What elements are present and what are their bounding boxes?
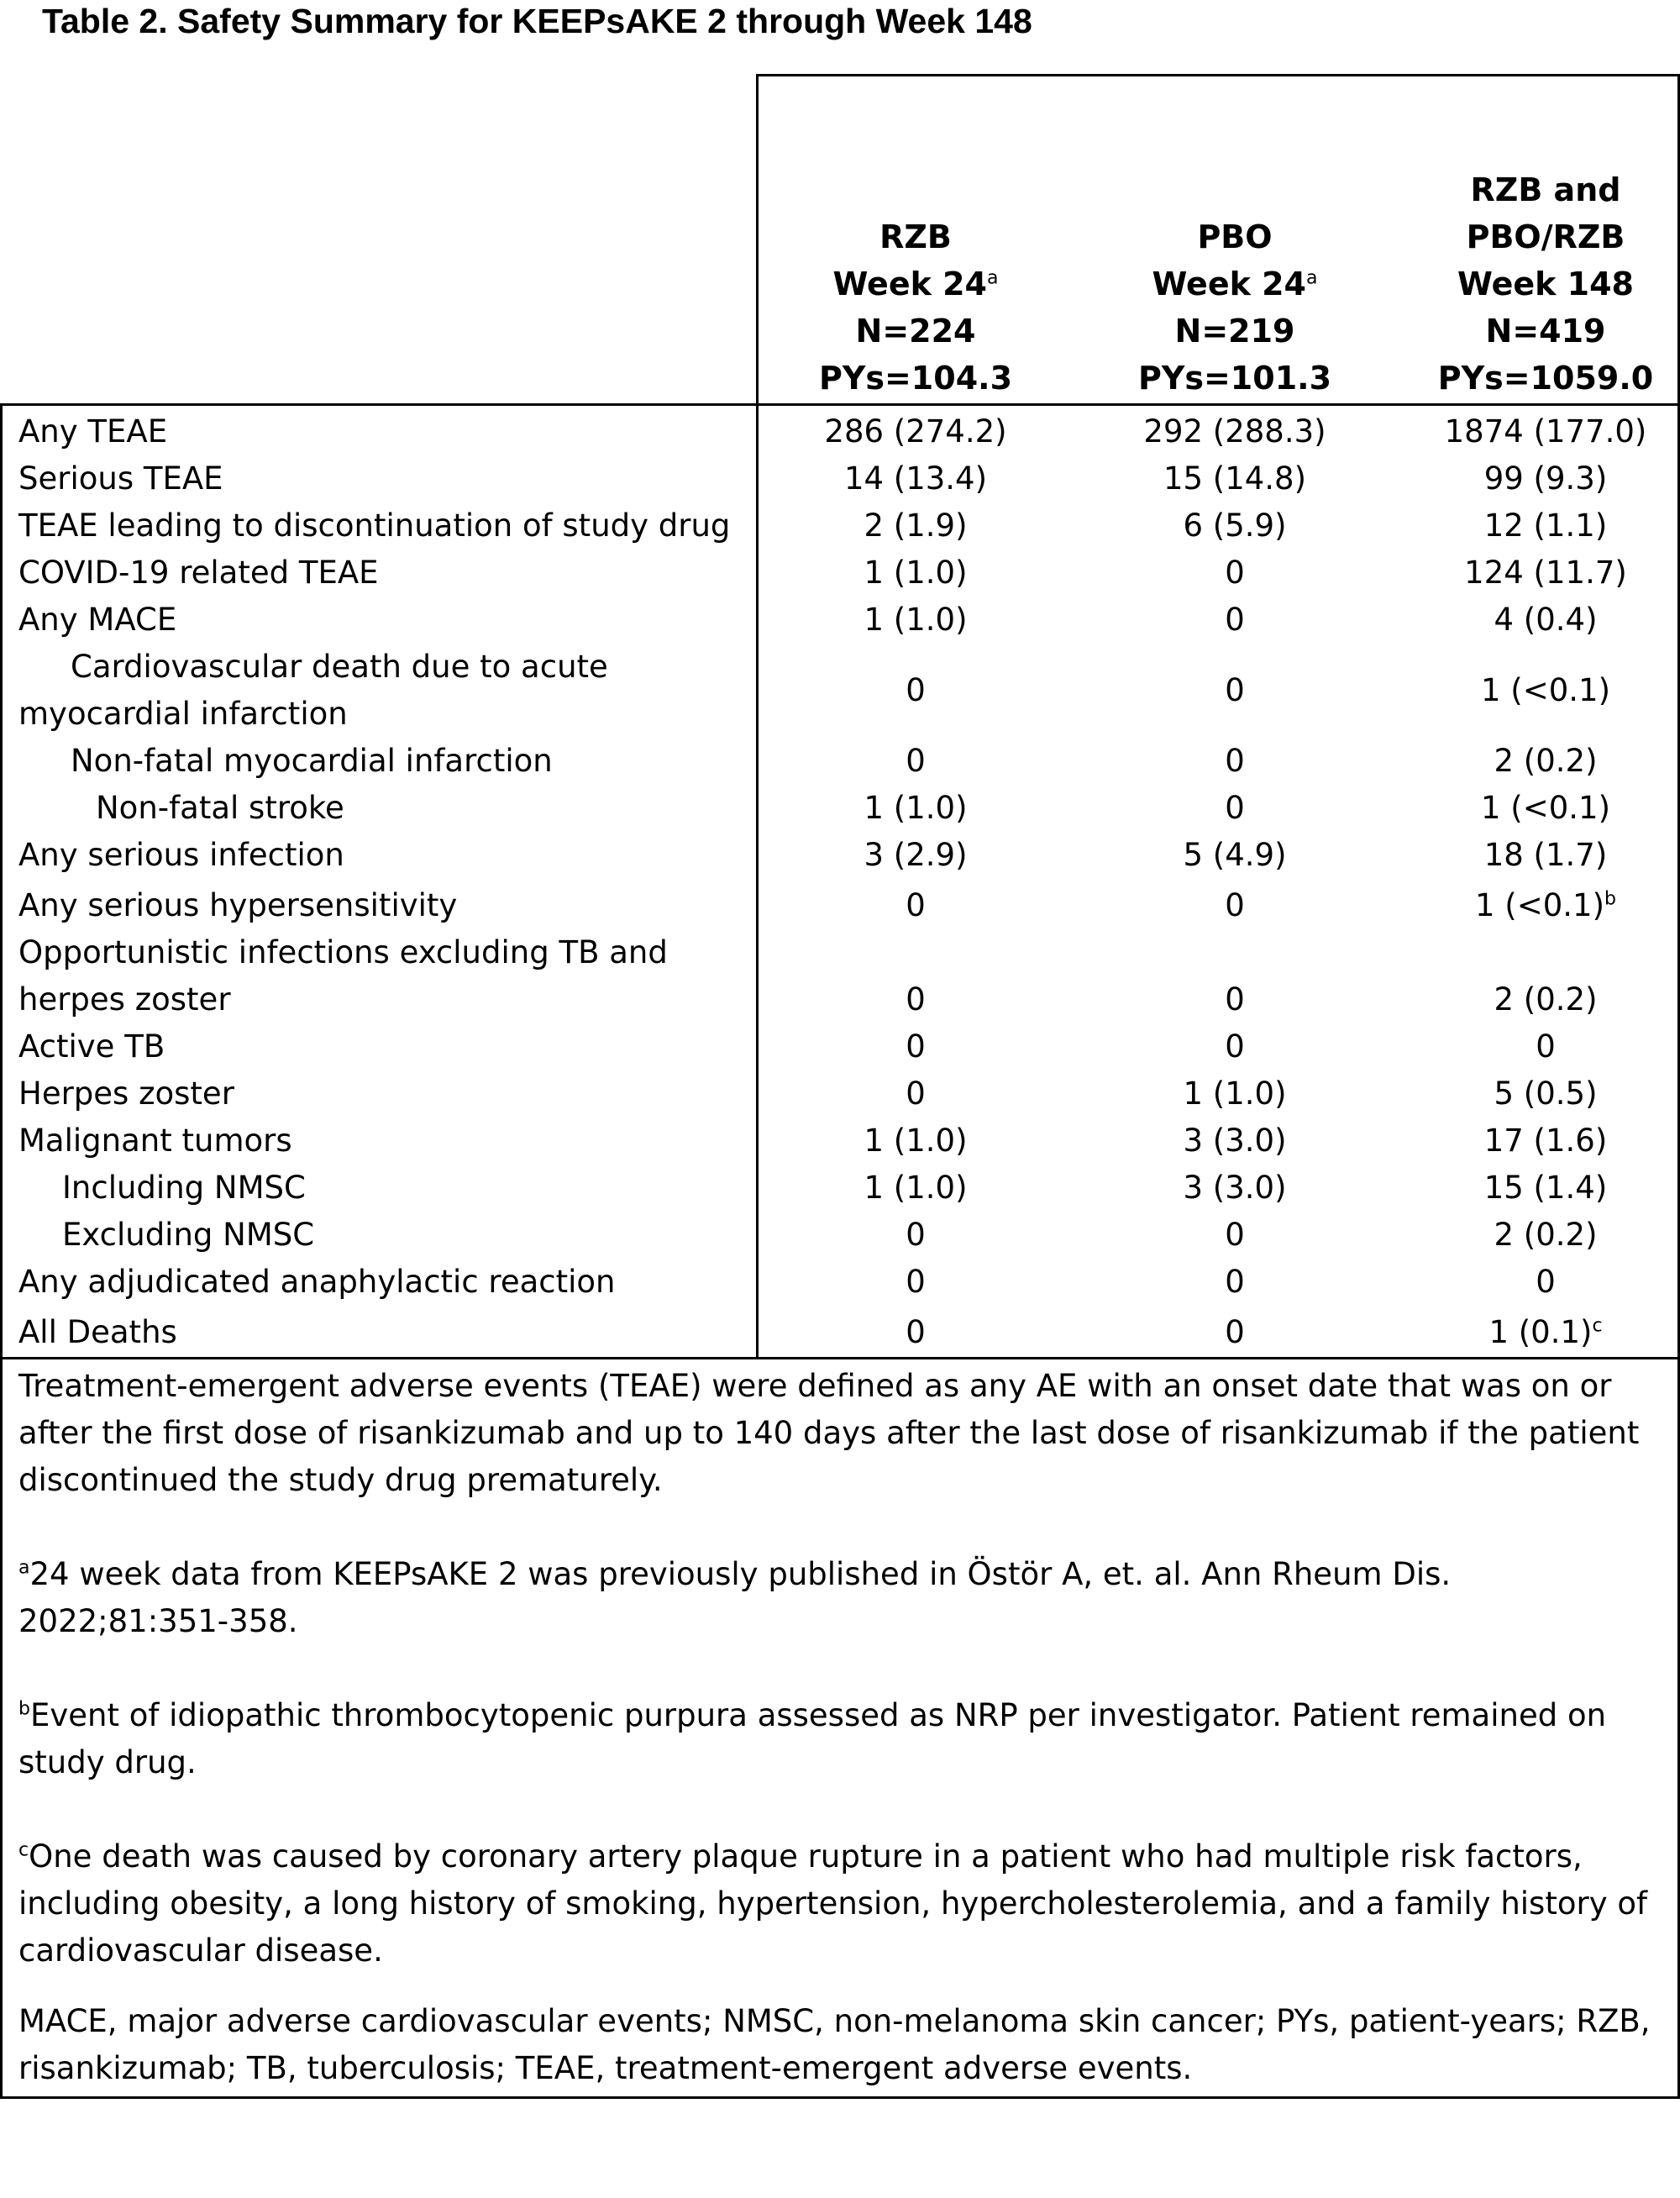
cell-rzb-148: 2 (0.2) — [1494, 981, 1598, 1017]
table-title: Table 2. Safety Summary for KEEPsAKE 2 through Week 148 — [42, 2, 1032, 40]
footnote-c: $^c$One death was caused by coronary artery plaque rupture in a patient who had multiple risk factors, including obesity, a long history of smoking, hypertension, hypercholesterolemia, and a family history of cardiovascular disease. — [18, 1838, 1648, 1969]
cell-rzb-148: 1874 (177.0) — [1444, 413, 1647, 450]
cell-rzb: 1 (1.0) — [864, 1123, 968, 1159]
table-row — [0, 1023, 1680, 1070]
cell-rzb: 0 — [906, 887, 926, 923]
table-row — [0, 1259, 1680, 1306]
row-label-continued: myocardial infarction — [18, 696, 348, 732]
footnote-a: $^a$24 week data from KEEPsAKE 2 was previously published in Östör A, et. al. Ann Rheum Dis. 2022;81:351-358. — [18, 1556, 1452, 1639]
cell-rzb: 0 — [906, 1264, 926, 1300]
cell-pbo: 0 — [1225, 743, 1245, 779]
row-label: Any TEAE — [18, 413, 168, 450]
col-header-line: PYs=104.3 — [818, 360, 1013, 397]
table-row — [0, 929, 1680, 1023]
cell-pbo: 0 — [1225, 1264, 1245, 1300]
table-top-border — [756, 74, 1680, 76]
row-label: All Deaths — [18, 1314, 177, 1350]
footnote-abbreviations: MACE, major adverse cardiovascular events; NMSC, non-melanoma skin cancer; PYs, patient-years; RZB, risankizumab; TB, tuberculosis; TEAE, treatment-emergent adverse events. — [18, 2003, 1651, 2086]
row-label: COVID-19 related TEAE — [18, 555, 379, 591]
cell-pbo: 292 (288.3) — [1143, 413, 1326, 450]
cell-rzb-148: 18 (1.7) — [1483, 837, 1608, 873]
cell-rzb-148: 12 (1.1) — [1483, 507, 1608, 544]
cell-pbo: 0 — [1225, 672, 1245, 708]
row-label: Malignant tumors — [18, 1123, 292, 1159]
cell-rzb-148: 1 (<0.1)$^b$ — [1475, 887, 1616, 923]
col-header-line: N=224 — [855, 313, 976, 350]
cell-rzb-148: 15 (1.4) — [1483, 1170, 1608, 1206]
cell-rzb-148: 4 (0.4) — [1494, 602, 1598, 638]
body-bottom-border — [0, 1357, 1680, 1359]
table-row — [0, 1165, 1680, 1212]
row-label: Any adjudicated anaphylactic reaction — [18, 1264, 616, 1300]
row-label: Herpes zoster — [18, 1075, 234, 1112]
footnote-b: $^b$Event of idiopathic thrombocytopenic purpura assessed as NRP per investigator. Patient remained on study drug. — [18, 1697, 1607, 1780]
table-row — [0, 738, 1680, 785]
row-label: Non-fatal stroke — [96, 790, 344, 826]
table-row — [0, 408, 1680, 455]
row-label: Opportunistic infections excluding TB and — [18, 934, 668, 970]
table-row — [0, 1309, 1680, 1356]
cell-rzb: 1 (1.0) — [864, 555, 968, 591]
cell-pbo: 0 — [1225, 602, 1245, 638]
cell-rzb: 0 — [906, 672, 926, 708]
row-label: Any serious hypersensitivity — [18, 887, 458, 923]
table-row — [0, 1070, 1680, 1117]
cell-rzb-148: 17 (1.6) — [1483, 1123, 1608, 1159]
cell-rzb: 0 — [906, 1217, 926, 1253]
cell-rzb: 2 (1.9) — [864, 507, 968, 544]
col-header-line: Week 148 — [1457, 266, 1634, 302]
cell-rzb-148: 1 (<0.1) — [1480, 790, 1611, 826]
column-header-rzb — [781, 213, 1050, 402]
col-header-line: Week 24$^a$ — [1152, 266, 1318, 302]
cell-rzb-148: 1 $(0.1)^c$ — [1488, 1314, 1603, 1350]
col-header-line: PBO — [1197, 218, 1273, 255]
col-header-line: PBO/RZB — [1466, 218, 1625, 255]
row-label: Non-fatal myocardial infarction — [71, 743, 553, 779]
cell-rzb: 0 — [906, 743, 926, 779]
cell-rzb-148: 2 (0.2) — [1494, 1217, 1598, 1253]
cell-rzb: 1 (1.0) — [864, 602, 968, 638]
cell-pbo: 0 — [1225, 1217, 1245, 1253]
row-label: Serious TEAE — [18, 460, 223, 497]
cell-pbo: 0 — [1225, 1028, 1245, 1065]
cell-rzb: 1 (1.0) — [864, 790, 968, 826]
footnote-teae-definition: Treatment-emergent adverse events (TEAE) were defined as any AE with an onset date that was on or after the first dose of risankizumab and up to 140 days after the last dose of risankizumab if the patient discontinued the study drug prematurely. — [18, 1368, 1640, 1498]
row-label: Including NMSC — [62, 1170, 306, 1206]
cell-rzb-148: 5 (0.5) — [1494, 1075, 1598, 1112]
row-label: Any MACE — [18, 602, 177, 638]
cell-rzb-148: 1 (<0.1) — [1480, 672, 1611, 708]
table-row — [0, 832, 1680, 879]
cell-pbo: 5 (4.9) — [1183, 837, 1287, 873]
cell-pbo: 0 — [1225, 790, 1245, 826]
cell-rzb-148: 99 (9.3) — [1483, 460, 1608, 497]
col-header-line: N=419 — [1485, 313, 1606, 350]
row-label-continued: herpes zoster — [18, 981, 231, 1017]
row-label: Cardiovascular death due to acute — [71, 649, 608, 685]
col-header-line: N=219 — [1174, 313, 1295, 350]
column-header-rzb-pbo-rzb — [1411, 166, 1680, 402]
cell-rzb: 286 (274.2) — [824, 413, 1007, 450]
row-label: TEAE leading to discontinuation of study drug — [18, 507, 731, 544]
cell-rzb: 0 — [906, 1028, 926, 1065]
cell-rzb: 0 — [906, 1075, 926, 1112]
col-header-line: RZB — [879, 218, 952, 255]
row-label: Active TB — [18, 1028, 165, 1065]
cell-pbo: 0 — [1225, 887, 1245, 923]
cell-pbo: 0 — [1225, 981, 1245, 1017]
cell-rzb: 0 — [906, 1314, 926, 1350]
table-row — [0, 882, 1680, 929]
cell-pbo: 3 (3.0) — [1183, 1123, 1287, 1159]
cell-rzb: 0 — [906, 981, 926, 1017]
table-row — [0, 597, 1680, 644]
cell-pbo: 0 — [1225, 555, 1245, 591]
table-row — [0, 455, 1680, 502]
column-header-pbo — [1100, 213, 1369, 402]
cell-pbo: 3 (3.0) — [1183, 1170, 1287, 1206]
table-row — [0, 1117, 1680, 1165]
cell-pbo: 6 (5.9) — [1183, 507, 1287, 544]
cell-rzb-148: 2 (0.2) — [1494, 743, 1598, 779]
cell-rzb: 3 (2.9) — [864, 837, 968, 873]
cell-pbo: 1 (1.0) — [1183, 1075, 1287, 1112]
cell-pbo: 15 (14.8) — [1163, 460, 1307, 497]
col-header-line: PYs=1059.0 — [1437, 360, 1654, 397]
cell-rzb-148: 0 — [1536, 1264, 1556, 1300]
footnote-bottom-border — [0, 2096, 1680, 2099]
cell-rzb: 14 (13.4) — [843, 460, 988, 497]
col-header-line: RZB and — [1470, 171, 1621, 208]
table-row — [0, 502, 1680, 550]
cell-rzb-148: 124 (11.7) — [1464, 555, 1627, 591]
cell-pbo: 0 — [1225, 1314, 1245, 1350]
cell-rzb: 1 (1.0) — [864, 1170, 968, 1206]
col-header-line: PYs=101.3 — [1137, 360, 1332, 397]
header-bottom-border — [0, 403, 1680, 406]
table-row — [0, 785, 1680, 832]
table-row — [0, 1212, 1680, 1259]
row-label: Any serious infection — [18, 837, 344, 873]
row-label: Excluding NMSC — [62, 1217, 315, 1253]
table-row — [0, 644, 1680, 738]
cell-rzb-148: 0 — [1536, 1028, 1556, 1065]
table-row — [0, 550, 1680, 597]
col-header-line: Week 24$^a$ — [832, 266, 999, 302]
